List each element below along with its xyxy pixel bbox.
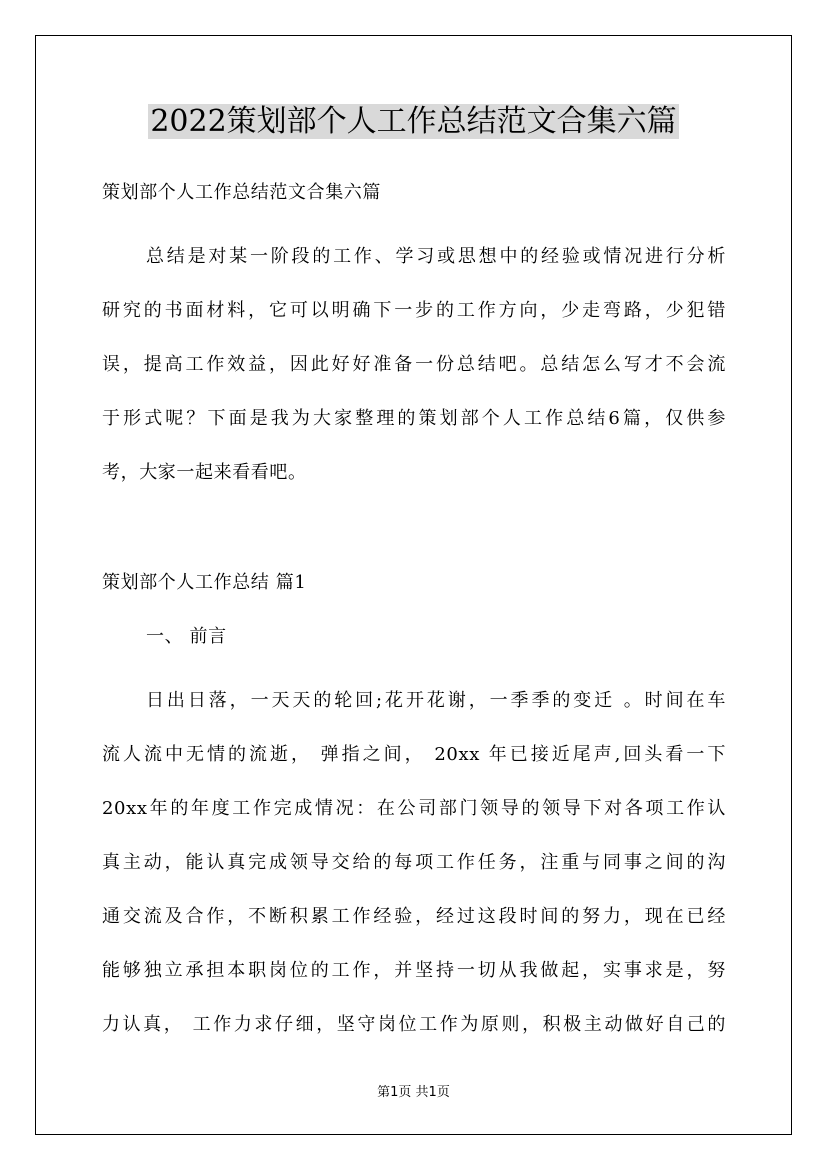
section1-line: 流人流中无情的流逝， 弹指之间， 20xx 年已接近尾声,回头看一下 bbox=[102, 744, 726, 765]
section1-paragraph bbox=[102, 674, 726, 1052]
section1-line: 20xx年的年度工作完成情况：在公司部门领导的领导下对各项工作认 bbox=[102, 798, 726, 819]
intro-line: 总结是对某一阶段的工作、学习或思想中的经验或情况进行分析 bbox=[146, 246, 726, 267]
section1-heading: 策划部个人工作总结 篇1 bbox=[102, 572, 307, 593]
page-number: 第1页 共1页 bbox=[377, 1085, 450, 1100]
intro-line: 考，大家一起来看看吧。 bbox=[102, 462, 307, 483]
section1-line: 能够独立承担本职岗位的工作，并坚持一切从我做起，实事求是，努 bbox=[102, 960, 726, 981]
page-footer bbox=[0, 1081, 827, 1100]
section1-line: 通交流及合作，不断积累工作经验，经过这段时间的努力，现在已经 bbox=[102, 906, 726, 927]
section1-subheading: 一、 前言 bbox=[146, 626, 227, 647]
document-body bbox=[102, 176, 726, 1052]
document-title: 2022策划部个人工作总结范文合集六篇 bbox=[150, 104, 677, 139]
document-title-container bbox=[0, 100, 827, 144]
intro-paragraph bbox=[102, 230, 726, 500]
intro-line: 研究的书面材料，它可以明确下一步的工作方向，少走弯路，少犯错 bbox=[102, 300, 726, 321]
section1-line: 真主动，能认真完成领导交给的每项工作任务，注重与同事之间的沟 bbox=[102, 852, 726, 873]
section1-line: 日出日落，一天天的轮回;花开花谢，一季季的变迁 。时间在车 bbox=[146, 690, 726, 711]
document-subtitle: 策划部个人工作总结范文合集六篇 bbox=[102, 182, 381, 203]
section1-line: 力认真， 工作力求仔细，坚守岗位工作为原则，积极主动做好自己的 bbox=[102, 1014, 726, 1035]
intro-line: 于形式呢？下面是我为大家整理的策划部个人工作总结6篇，仅供参 bbox=[102, 408, 726, 429]
intro-line: 误，提高工作效益，因此好好准备一份总结吧。总结怎么写才不会流 bbox=[102, 354, 726, 375]
